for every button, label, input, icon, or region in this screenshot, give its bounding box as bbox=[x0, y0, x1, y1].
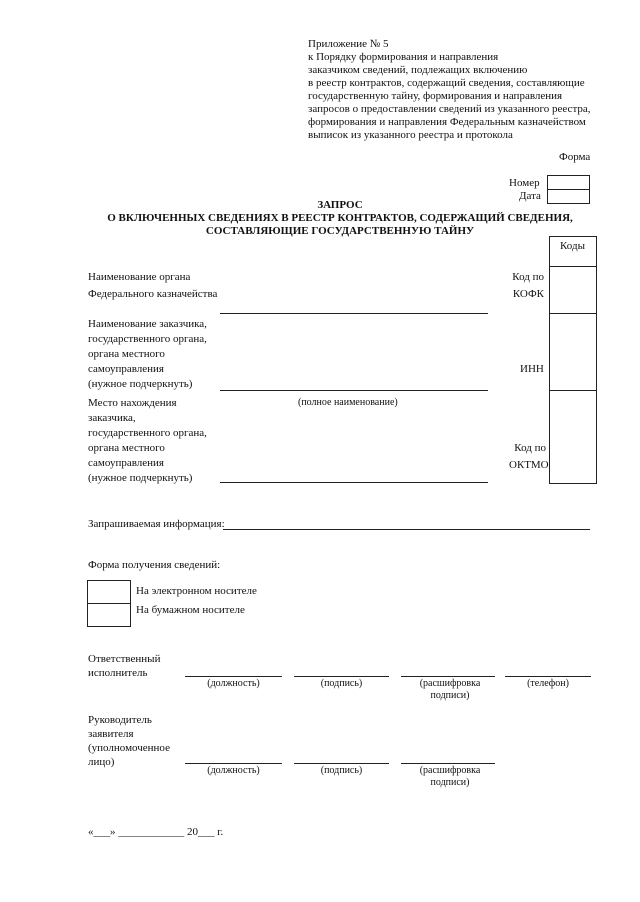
paper-media-checkbox[interactable] bbox=[88, 604, 129, 625]
kofk-code-cell[interactable] bbox=[550, 267, 595, 313]
appendix-header bbox=[308, 38, 591, 142]
location-input-line[interactable] bbox=[220, 482, 488, 483]
number-date-divider bbox=[547, 189, 589, 190]
date-label: Дата bbox=[519, 190, 541, 202]
requested-info-label: Запрашиваемая информация: bbox=[88, 518, 225, 530]
electronic-media-label: На электронном носителе bbox=[136, 585, 257, 597]
position-caption: (должность) bbox=[207, 678, 260, 689]
appendix-line: к Порядку формирования и направления bbox=[308, 51, 499, 63]
signature-caption: (подпись) bbox=[320, 678, 363, 689]
appendix-line: выписок из указанного реестра и протокола bbox=[308, 129, 513, 141]
responsible-label: Ответственный исполнитель bbox=[88, 653, 161, 679]
oktmo-code-cell[interactable] bbox=[550, 391, 595, 482]
paper-media-label: На бумажном носителе bbox=[136, 604, 245, 616]
full-name-caption: (полное наименование) bbox=[298, 397, 398, 408]
location-label: Место нахождения заказчика, государственного органа, органа местного самоуправления (нужное подчеркнуть) bbox=[88, 397, 207, 484]
requested-info-input-line[interactable] bbox=[223, 529, 590, 530]
form-label: Форма bbox=[559, 151, 591, 163]
position-caption: (должность) bbox=[207, 765, 260, 776]
head-label: Руководитель заявителя (уполномоченное лицо) bbox=[88, 714, 170, 768]
number-label: Номер bbox=[509, 177, 540, 189]
customer-input-line[interactable] bbox=[220, 390, 488, 391]
phone-caption: (телефон) bbox=[527, 678, 569, 689]
responsible-signature-line[interactable] bbox=[294, 676, 389, 677]
appendix-line: формирования и направления Федеральным казначейством bbox=[308, 116, 586, 128]
responsible-phone-line[interactable] bbox=[505, 676, 591, 677]
document-title: ЗАПРОС bbox=[317, 199, 363, 211]
head-position-line[interactable] bbox=[185, 763, 282, 764]
inn-label: ИНН bbox=[520, 363, 544, 375]
responsible-position-line[interactable] bbox=[185, 676, 282, 677]
receipt-form-label: Форма получения сведений: bbox=[88, 559, 221, 571]
appendix-line: Приложение № 5 bbox=[308, 38, 389, 50]
document-title: СОСТАВЛЯЮЩИЕ ГОСУДАРСТВЕННУЮ ТАЙНУ bbox=[205, 225, 475, 237]
oktmo-label: Код по ОКТМО bbox=[509, 442, 549, 471]
signature-caption: (подпись) bbox=[320, 765, 363, 776]
treasury-label: Наименование органа Федерального казначейства bbox=[88, 271, 218, 300]
kofk-label: Код по КОФК bbox=[512, 271, 544, 300]
appendix-line: государственную тайну, формирования и направления bbox=[308, 90, 563, 102]
customer-label: Наименование заказчика, государственного органа, органа местного самоуправления (нужное подчеркнуть) bbox=[88, 318, 207, 390]
appendix-line: заказчиком сведений, подлежащих включению bbox=[308, 64, 528, 76]
responsible-name-line[interactable] bbox=[401, 676, 495, 677]
electronic-media-checkbox[interactable] bbox=[88, 581, 129, 603]
document-title: О ВКЛЮЧЕННЫХ СВЕДЕНИЯХ В РЕЕСТР КОНТРАКТОВ, СОДЕРЖАЩИЙ СВЕДЕНИЯ, bbox=[107, 212, 573, 224]
signature-decode-caption: (расшифровка подписи) bbox=[419, 765, 481, 788]
appendix-line: запросов о предоставлении сведений из указанного реестра, bbox=[308, 103, 591, 115]
head-name-line[interactable] bbox=[401, 763, 495, 764]
treasury-input-line[interactable] bbox=[220, 313, 488, 314]
signing-date-line[interactable]: «___» ____________ 20___ г. bbox=[88, 826, 224, 838]
appendix-line: в реестр контрактов, содержащий сведения, составляющие bbox=[308, 77, 585, 89]
head-signature-line[interactable] bbox=[294, 763, 389, 764]
signature-decode-caption: (расшифровка подписи) bbox=[419, 678, 481, 701]
codes-header: Коды bbox=[560, 240, 585, 252]
inn-code-cell[interactable] bbox=[550, 314, 595, 390]
